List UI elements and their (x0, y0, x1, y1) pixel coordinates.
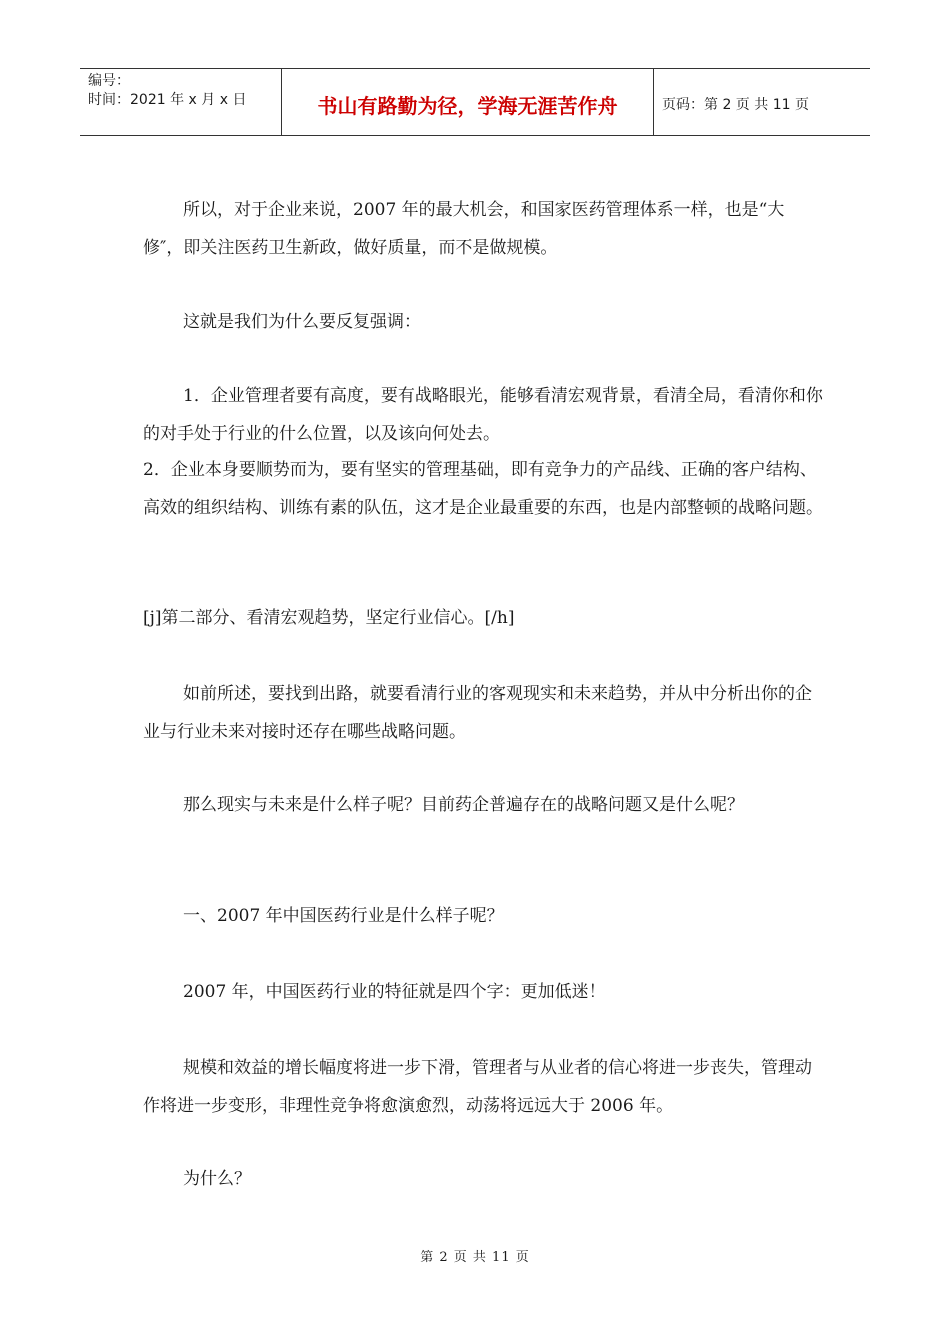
section-heading: [j]第二部分、看清宏观趋势，坚定行业信心。[/h] (143, 608, 515, 628)
paragraph: 2007 年，中国医药行业的特征就是四个字：更加低迷！ (183, 982, 606, 1002)
paragraph: 这就是我们为什么要反复强调： (183, 312, 421, 332)
paragraph: 为什么？ (183, 1169, 251, 1189)
page-header (80, 68, 870, 136)
subsection-heading: 一、2007 年中国医药行业是什么样子呢？ (183, 906, 504, 926)
document-number-label: 编号： (88, 73, 130, 89)
page-footer: 第 2 页 共 11 页 (420, 1250, 530, 1265)
header-meta (80, 69, 282, 135)
header-motto: 书山有路勤为径，学海无涯苦作舟 (282, 69, 654, 135)
paragraph: 所以，对于企业来说，2007 年的最大机会，和国家医药管理体系一样，也是“大修″，即关注医药卫生新政，做好质量，而不是做规模。 (143, 200, 785, 258)
header-page-info: 页码：第 2 页 共 11 页 (662, 97, 809, 113)
document-time-label: 时间：2021 年 x 月 x 日 (88, 92, 247, 108)
paragraph: 那么现实与未来是什么样子呢？目前药企普遍存在的战略问题又是什么呢？ (183, 795, 744, 815)
numbered-item: 2．企业本身要顺势而为，要有坚实的管理基础，即有竞争力的产品线、正确的客户结构、高效的组织结构、训练有素的队伍，这才是企业最重要的东西，也是内部整顿的战略问题。 (143, 460, 823, 518)
paragraph: 如前所述，要找到出路，就要看清行业的客观现实和未来趋势，并从中分析出你的企业与行业未来对接时还存在哪些战略问题。 (143, 684, 812, 742)
paragraph: 规模和效益的增长幅度将进一步下滑，管理者与从业者的信心将进一步丧失，管理动作将进一步变形，非理性竞争将愈演愈烈，动荡将远远大于 2006 年。 (143, 1058, 812, 1116)
numbered-item: 1．企业管理者要有高度，要有战略眼光，能够看清宏观背景，看清全局，看清你和你的对手处于行业的什么位置，以及该向何处去。 (143, 386, 823, 444)
